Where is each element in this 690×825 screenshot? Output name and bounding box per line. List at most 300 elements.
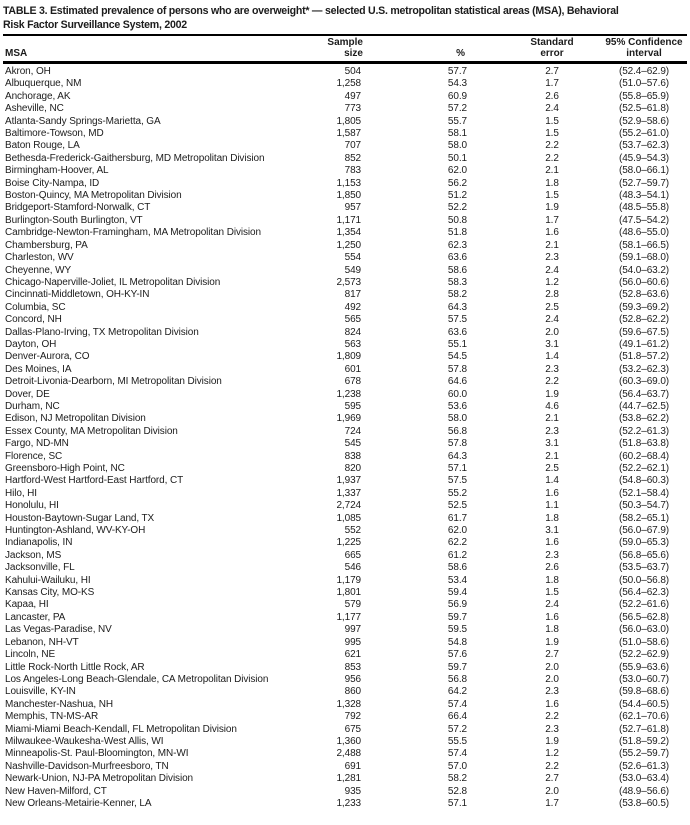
percent-cell: 57.0 xyxy=(447,760,467,772)
table-row xyxy=(3,376,687,388)
msa-cell: Cincinnati-Middletown, OH-KY-IN xyxy=(5,289,150,301)
table-row xyxy=(3,339,687,351)
msa-cell: Little Rock-North Little Rock, AR xyxy=(5,661,145,673)
msa-cell: Chambersburg, PA xyxy=(5,239,88,251)
table-row xyxy=(3,227,687,239)
sample-size-cell: 824 xyxy=(344,326,361,338)
confidence-interval-cell: (59.8–68.6) xyxy=(618,686,670,698)
table-row xyxy=(3,475,687,487)
sample-size-cell: 1,179 xyxy=(336,574,361,586)
percent-cell: 50.1 xyxy=(447,152,467,164)
percent-cell: 57.5 xyxy=(447,475,467,487)
sample-size-cell: 1,587 xyxy=(336,128,361,140)
sample-size-cell: 773 xyxy=(344,103,361,115)
confidence-interval-cell: (48.9–56.6) xyxy=(618,785,670,797)
percent-cell: 57.7 xyxy=(447,66,467,77)
table-row xyxy=(3,63,687,79)
sample-size-cell: 707 xyxy=(344,140,361,152)
sample-size-cell: 554 xyxy=(344,252,361,264)
sample-size-cell: 1,153 xyxy=(336,177,361,189)
confidence-interval-cell: (51.8–59.2) xyxy=(618,735,670,747)
msa-cell: New Haven-Milford, CT xyxy=(5,785,107,797)
msa-cell: Memphis, TN-MS-AR xyxy=(5,711,99,723)
confidence-interval-cell: (53.5–63.7) xyxy=(618,562,670,574)
table-row xyxy=(3,773,687,785)
percent-cell: 57.4 xyxy=(447,748,467,760)
table-row xyxy=(3,798,687,810)
percent-cell: 52.2 xyxy=(447,202,467,214)
percent-cell: 56.8 xyxy=(447,673,467,685)
msa-cell: Asheville, NC xyxy=(5,103,64,115)
confidence-interval-cell: (52.7–61.8) xyxy=(618,723,670,735)
percent-cell: 59.4 xyxy=(447,587,467,599)
standard-error-cell: 1.6 xyxy=(545,698,559,710)
table-body xyxy=(3,63,687,811)
sample-size-cell: 545 xyxy=(344,438,361,450)
msa-cell: Atlanta-Sandy Springs-Marietta, GA xyxy=(5,115,161,127)
sample-size-cell: 1,233 xyxy=(336,797,361,809)
percent-cell: 57.5 xyxy=(447,314,467,326)
percent-cell: 56.9 xyxy=(447,599,467,611)
percent-cell: 52.5 xyxy=(447,500,467,512)
msa-cell: Milwaukee-Waukesha-West Allis, WI xyxy=(5,735,164,747)
table-title-line2: Risk Factor Surveillance System, 2002 xyxy=(3,18,187,31)
sample-size-cell: 1,225 xyxy=(336,537,361,549)
msa-cell: Louisville, KY-IN xyxy=(5,686,76,698)
table-row xyxy=(3,649,687,661)
table-row xyxy=(3,240,687,252)
msa-cell: Birmingham-Hoover, AL xyxy=(5,165,109,177)
standard-error-cell: 2.2 xyxy=(545,711,559,723)
table-row xyxy=(3,575,687,587)
msa-cell: Nashville-Davidson-Murfreesboro, TN xyxy=(5,760,169,772)
percent-cell: 61.7 xyxy=(447,512,467,524)
percent-cell: 53.4 xyxy=(447,574,467,586)
sample-size-cell: 563 xyxy=(344,338,361,350)
confidence-interval-cell: (54.4–60.5) xyxy=(618,698,670,710)
standard-error-cell: 2.2 xyxy=(545,140,559,152)
percent-cell: 66.4 xyxy=(447,711,467,723)
table-row xyxy=(3,265,687,277)
confidence-interval-cell: (44.7–62.5) xyxy=(618,400,670,412)
confidence-interval-cell: (52.5–61.8) xyxy=(618,103,670,115)
standard-error-cell: 1.5 xyxy=(545,587,559,599)
table-row xyxy=(3,165,687,177)
table-row xyxy=(3,190,687,202)
sample-size-cell: 1,969 xyxy=(336,413,361,425)
table-row xyxy=(3,178,687,190)
table-row xyxy=(3,116,687,128)
msa-cell: Burlington-South Burlington, VT xyxy=(5,214,143,226)
percent-cell: 62.3 xyxy=(447,239,467,251)
confidence-interval-cell: (52.9–58.6) xyxy=(618,115,670,127)
sample-size-cell: 1,177 xyxy=(336,611,361,623)
sample-size-cell: 549 xyxy=(344,264,361,276)
standard-error-cell: 1.8 xyxy=(545,512,559,524)
standard-error-cell: 2.1 xyxy=(545,239,559,251)
sample-size-cell: 956 xyxy=(344,673,361,685)
sample-size-cell: 1,937 xyxy=(336,475,361,487)
standard-error-cell: 1.8 xyxy=(545,624,559,636)
msa-cell: Jackson, MS xyxy=(5,549,62,561)
msa-cell: Albuquerque, NM xyxy=(5,78,82,90)
percent-cell: 54.5 xyxy=(447,351,467,363)
standard-error-cell: 2.1 xyxy=(545,165,559,177)
table-row xyxy=(3,612,687,624)
sample-size-cell: 957 xyxy=(344,202,361,214)
standard-error-cell: 1.6 xyxy=(545,227,559,239)
table-row xyxy=(3,513,687,525)
table-row xyxy=(3,587,687,599)
confidence-interval-cell: (48.6–55.0) xyxy=(618,227,670,239)
table-row xyxy=(3,91,687,103)
standard-error-cell: 2.1 xyxy=(545,413,559,425)
sample-size-cell: 2,488 xyxy=(336,748,361,760)
percent-cell: 63.6 xyxy=(447,252,467,264)
percent-cell: 54.3 xyxy=(447,78,467,90)
table-row xyxy=(3,451,687,463)
percent-cell: 59.7 xyxy=(447,661,467,673)
confidence-interval-cell: (55.2–61.0) xyxy=(618,128,670,140)
standard-error-cell: 2.4 xyxy=(545,314,559,326)
table-row xyxy=(3,215,687,227)
msa-cell: Los Angeles-Long Beach-Glendale, CA Metropolitan Division xyxy=(5,673,269,685)
standard-error-cell: 1.7 xyxy=(545,214,559,226)
sample-size-cell: 935 xyxy=(344,785,361,797)
standard-error-cell: 4.6 xyxy=(545,400,559,412)
msa-cell: Akron, OH xyxy=(5,66,51,77)
table-row xyxy=(3,488,687,500)
standard-error-cell: 2.4 xyxy=(545,599,559,611)
sample-size-cell: 579 xyxy=(344,599,361,611)
confidence-interval-cell: (54.0–63.2) xyxy=(618,264,670,276)
confidence-interval-cell: (52.8–62.2) xyxy=(618,314,670,326)
confidence-interval-cell: (48.5–55.8) xyxy=(618,202,670,214)
sample-size-cell: 552 xyxy=(344,525,361,537)
sample-size-cell: 1,801 xyxy=(336,587,361,599)
percent-cell: 57.8 xyxy=(447,363,467,375)
sample-size-cell: 678 xyxy=(344,376,361,388)
table-row xyxy=(3,438,687,450)
msa-cell: Des Moines, IA xyxy=(5,363,72,375)
table-row xyxy=(3,699,687,711)
percent-cell: 54.8 xyxy=(447,636,467,648)
table-row xyxy=(3,624,687,636)
sample-size-cell: 838 xyxy=(344,450,361,462)
percent-cell: 55.5 xyxy=(447,735,467,747)
table-row xyxy=(3,289,687,301)
msa-cell: Concord, NH xyxy=(5,314,62,326)
standard-error-cell: 2.4 xyxy=(545,264,559,276)
percent-cell: 64.6 xyxy=(447,376,467,388)
standard-error-cell: 2.3 xyxy=(545,686,559,698)
confidence-interval-cell: (52.8–63.6) xyxy=(618,289,670,301)
percent-cell: 56.8 xyxy=(447,425,467,437)
table-row xyxy=(3,736,687,748)
msa-cell: Huntington-Ashland, WV-KY-OH xyxy=(5,525,146,537)
msa-cell: Edison, NJ Metropolitan Division xyxy=(5,413,146,425)
standard-error-cell: 1.7 xyxy=(545,797,559,809)
sample-size-cell: 546 xyxy=(344,562,361,574)
header-standard-error: Standard error xyxy=(503,36,601,63)
percent-cell: 58.1 xyxy=(447,128,467,140)
percent-cell: 64.3 xyxy=(447,301,467,313)
percent-cell: 57.8 xyxy=(447,438,467,450)
percent-cell: 58.6 xyxy=(447,562,467,574)
table-row xyxy=(3,550,687,562)
confidence-interval-cell: (47.5–54.2) xyxy=(618,214,670,226)
sample-size-cell: 691 xyxy=(344,760,361,772)
msa-cell: Charleston, WV xyxy=(5,252,74,264)
table-row xyxy=(3,327,687,339)
table-row xyxy=(3,351,687,363)
standard-error-cell: 2.4 xyxy=(545,103,559,115)
percent-cell: 58.2 xyxy=(447,289,467,301)
confidence-interval-cell: (51.8–57.2) xyxy=(618,351,670,363)
confidence-interval-cell: (56.0–63.0) xyxy=(618,624,670,636)
confidence-interval-cell: (51.8–63.8) xyxy=(618,438,670,450)
sample-size-cell: 817 xyxy=(344,289,361,301)
percent-cell: 55.7 xyxy=(447,115,467,127)
table-row xyxy=(3,314,687,326)
confidence-interval-cell: (55.9–63.6) xyxy=(618,661,670,673)
sample-size-cell: 601 xyxy=(344,363,361,375)
standard-error-cell: 2.2 xyxy=(545,760,559,772)
msa-cell: Hartford-West Hartford-East Hartford, CT xyxy=(5,475,184,487)
sample-size-cell: 675 xyxy=(344,723,361,735)
percent-cell: 63.6 xyxy=(447,326,467,338)
table-row xyxy=(3,500,687,512)
table-row xyxy=(3,153,687,165)
msa-cell: Manchester-Nashua, NH xyxy=(5,698,113,710)
table-row xyxy=(3,711,687,723)
confidence-interval-cell: (51.0–57.6) xyxy=(618,78,670,90)
sample-size-cell: 853 xyxy=(344,661,361,673)
table-row xyxy=(3,413,687,425)
standard-error-cell: 3.1 xyxy=(545,525,559,537)
standard-error-cell: 1.4 xyxy=(545,475,559,487)
percent-cell: 58.2 xyxy=(447,773,467,785)
document-page xyxy=(3,0,687,810)
percent-cell: 62.0 xyxy=(447,165,467,177)
sample-size-cell: 1,354 xyxy=(336,227,361,239)
msa-cell: Baltimore-Towson, MD xyxy=(5,128,104,140)
confidence-interval-cell: (52.2–61.3) xyxy=(618,425,670,437)
standard-error-cell: 1.7 xyxy=(545,78,559,90)
standard-error-cell: 1.9 xyxy=(545,735,559,747)
msa-cell: Indianapolis, IN xyxy=(5,537,73,549)
table-row xyxy=(3,786,687,798)
table-title-line1: TABLE 3. Estimated prevalence of persons who are overweight* — selected U.S. metropolitan statistical areas (MSA), Behavioral xyxy=(3,5,619,17)
msa-cell: Miami-Miami Beach-Kendall, FL Metropolitan Division xyxy=(5,723,237,735)
msa-cell: Las Vegas-Paradise, NV xyxy=(5,624,112,636)
confidence-interval-cell: (52.6–61.3) xyxy=(618,760,670,772)
table-row xyxy=(3,389,687,401)
sample-size-cell: 504 xyxy=(344,66,361,77)
sample-size-cell: 1,238 xyxy=(336,388,361,400)
standard-error-cell: 1.6 xyxy=(545,611,559,623)
confidence-interval-cell: (60.3–69.0) xyxy=(618,376,670,388)
standard-error-cell: 2.7 xyxy=(545,66,559,77)
percent-cell: 50.8 xyxy=(447,214,467,226)
msa-cell: Dallas-Plano-Irving, TX Metropolitan Division xyxy=(5,326,199,338)
sample-size-cell: 1,337 xyxy=(336,487,361,499)
standard-error-cell: 2.3 xyxy=(545,549,559,561)
percent-cell: 57.1 xyxy=(447,463,467,474)
percent-cell: 57.2 xyxy=(447,723,467,735)
header-sample-size: Sample size xyxy=(295,36,367,63)
header-msa: MSA xyxy=(3,36,295,63)
standard-error-cell: 2.6 xyxy=(545,562,559,574)
confidence-interval-cell: (53.2–62.3) xyxy=(618,363,670,375)
percent-cell: 61.2 xyxy=(447,549,467,561)
confidence-interval-cell: (52.1–58.4) xyxy=(618,487,670,499)
table-row xyxy=(3,463,687,475)
sample-size-cell: 1,171 xyxy=(336,214,361,226)
standard-error-cell: 1.9 xyxy=(545,636,559,648)
percent-cell: 56.2 xyxy=(447,177,467,189)
standard-error-cell: 1.5 xyxy=(545,190,559,202)
sample-size-cell: 1,809 xyxy=(336,351,361,363)
percent-cell: 62.0 xyxy=(447,525,467,537)
confidence-interval-cell: (53.7–62.3) xyxy=(618,140,670,152)
sample-size-cell: 2,573 xyxy=(336,276,361,288)
confidence-interval-cell: (50.0–56.8) xyxy=(618,574,670,586)
table-row xyxy=(3,78,687,90)
standard-error-cell: 2.3 xyxy=(545,425,559,437)
standard-error-cell: 3.1 xyxy=(545,438,559,450)
table-row xyxy=(3,537,687,549)
msa-cell: Fargo, ND-MN xyxy=(5,438,69,450)
table-row xyxy=(3,202,687,214)
table-row xyxy=(3,761,687,773)
standard-error-cell: 2.7 xyxy=(545,649,559,661)
confidence-interval-cell: (58.2–65.1) xyxy=(618,512,670,524)
sample-size-cell: 792 xyxy=(344,711,361,723)
confidence-interval-cell: (52.2–61.6) xyxy=(618,599,670,611)
confidence-interval-cell: (56.5–62.8) xyxy=(618,611,670,623)
confidence-interval-cell: (49.1–61.2) xyxy=(618,338,670,350)
standard-error-cell: 2.3 xyxy=(545,723,559,735)
sample-size-cell: 1,258 xyxy=(336,78,361,90)
confidence-interval-cell: (55.8–65.9) xyxy=(618,90,670,102)
confidence-interval-cell: (48.3–54.1) xyxy=(618,190,670,202)
msa-cell: Jacksonville, FL xyxy=(5,562,75,574)
msa-cell: Kahului-Wailuku, HI xyxy=(5,574,91,586)
standard-error-cell: 2.6 xyxy=(545,90,559,102)
msa-cell: New Orleans-Metairie-Kenner, LA xyxy=(5,797,152,809)
confidence-interval-cell: (51.0–58.6) xyxy=(618,636,670,648)
confidence-interval-cell: (56.8–65.6) xyxy=(618,549,670,561)
confidence-interval-cell: (59.0–65.3) xyxy=(618,537,670,549)
table-row xyxy=(3,724,687,736)
percent-cell: 62.2 xyxy=(447,537,467,549)
header-confidence-interval: 95% Confidence interval xyxy=(601,36,687,63)
standard-error-cell: 2.0 xyxy=(545,785,559,797)
sample-size-cell: 1,360 xyxy=(336,735,361,747)
sample-size-cell: 2,724 xyxy=(336,500,361,512)
standard-error-cell: 1.4 xyxy=(545,351,559,363)
msa-cell: Detroit-Livonia-Dearborn, MI Metropolitan Division xyxy=(5,376,222,388)
standard-error-cell: 1.5 xyxy=(545,128,559,140)
msa-cell: Hilo, HI xyxy=(5,487,37,499)
percent-cell: 57.6 xyxy=(447,649,467,661)
confidence-interval-cell: (58.0–66.1) xyxy=(618,165,670,177)
table-row xyxy=(3,686,687,698)
standard-error-cell: 1.9 xyxy=(545,202,559,214)
percent-cell: 57.1 xyxy=(447,797,467,809)
confidence-interval-cell: (56.0–67.9) xyxy=(618,525,670,537)
confidence-interval-cell: (52.7–59.7) xyxy=(618,177,670,189)
standard-error-cell: 2.8 xyxy=(545,289,559,301)
standard-error-cell: 1.8 xyxy=(545,177,559,189)
msa-cell: Durham, NC xyxy=(5,400,60,412)
sample-size-cell: 783 xyxy=(344,165,361,177)
confidence-interval-cell: (56.0–60.6) xyxy=(618,276,670,288)
msa-cell: Kapaa, HI xyxy=(5,599,49,611)
msa-cell: Lancaster, PA xyxy=(5,611,66,623)
msa-cell: Newark-Union, NJ-PA Metropolitan Division xyxy=(5,773,194,785)
table-row xyxy=(3,364,687,376)
sample-size-cell: 497 xyxy=(344,90,361,102)
table-title xyxy=(3,0,687,36)
table-header xyxy=(3,36,687,63)
confidence-interval-cell: (50.3–54.7) xyxy=(618,500,670,512)
percent-cell: 58.6 xyxy=(447,264,467,276)
table-row xyxy=(3,599,687,611)
standard-error-cell: 1.6 xyxy=(545,537,559,549)
msa-cell: Dover, DE xyxy=(5,388,50,400)
standard-error-cell: 2.0 xyxy=(545,326,559,338)
confidence-interval-cell: (59.1–68.0) xyxy=(618,252,670,264)
msa-cell: Denver-Aurora, CO xyxy=(5,351,90,363)
msa-cell: Bethesda-Frederick-Gaithersburg, MD Metropolitan Division xyxy=(5,152,265,164)
prevalence-table xyxy=(3,36,687,810)
percent-cell: 51.8 xyxy=(447,227,467,239)
msa-cell: Houston-Baytown-Sugar Land, TX xyxy=(5,512,155,524)
msa-cell: Anchorage, AK xyxy=(5,90,71,102)
percent-cell: 60.0 xyxy=(447,388,467,400)
sample-size-cell: 492 xyxy=(344,301,361,313)
standard-error-cell: 2.5 xyxy=(545,463,559,474)
standard-error-cell: 1.6 xyxy=(545,487,559,499)
sample-size-cell: 724 xyxy=(344,425,361,437)
table-row xyxy=(3,637,687,649)
confidence-interval-cell: (55.2–59.7) xyxy=(618,748,670,760)
confidence-interval-cell: (53.0–60.7) xyxy=(618,673,670,685)
table-row xyxy=(3,748,687,760)
msa-cell: Boise City-Nampa, ID xyxy=(5,177,100,189)
sample-size-cell: 1,250 xyxy=(336,239,361,251)
table-row xyxy=(3,128,687,140)
sample-size-cell: 820 xyxy=(344,463,361,474)
msa-cell: Essex County, MA Metropolitan Division xyxy=(5,425,178,437)
confidence-interval-cell: (52.2–62.1) xyxy=(618,463,670,474)
percent-cell: 59.7 xyxy=(447,611,467,623)
msa-cell: Honolulu, HI xyxy=(5,500,59,512)
percent-cell: 64.3 xyxy=(447,450,467,462)
sample-size-cell: 1,805 xyxy=(336,115,361,127)
table-row xyxy=(3,662,687,674)
confidence-interval-cell: (45.9–54.3) xyxy=(618,152,670,164)
confidence-interval-cell: (52.2–62.9) xyxy=(618,649,670,661)
msa-cell: Lincoln, NE xyxy=(5,649,56,661)
msa-cell: Florence, SC xyxy=(5,450,63,462)
confidence-interval-cell: (53.8–60.5) xyxy=(618,797,670,809)
standard-error-cell: 1.9 xyxy=(545,388,559,400)
standard-error-cell: 3.1 xyxy=(545,338,559,350)
sample-size-cell: 860 xyxy=(344,686,361,698)
